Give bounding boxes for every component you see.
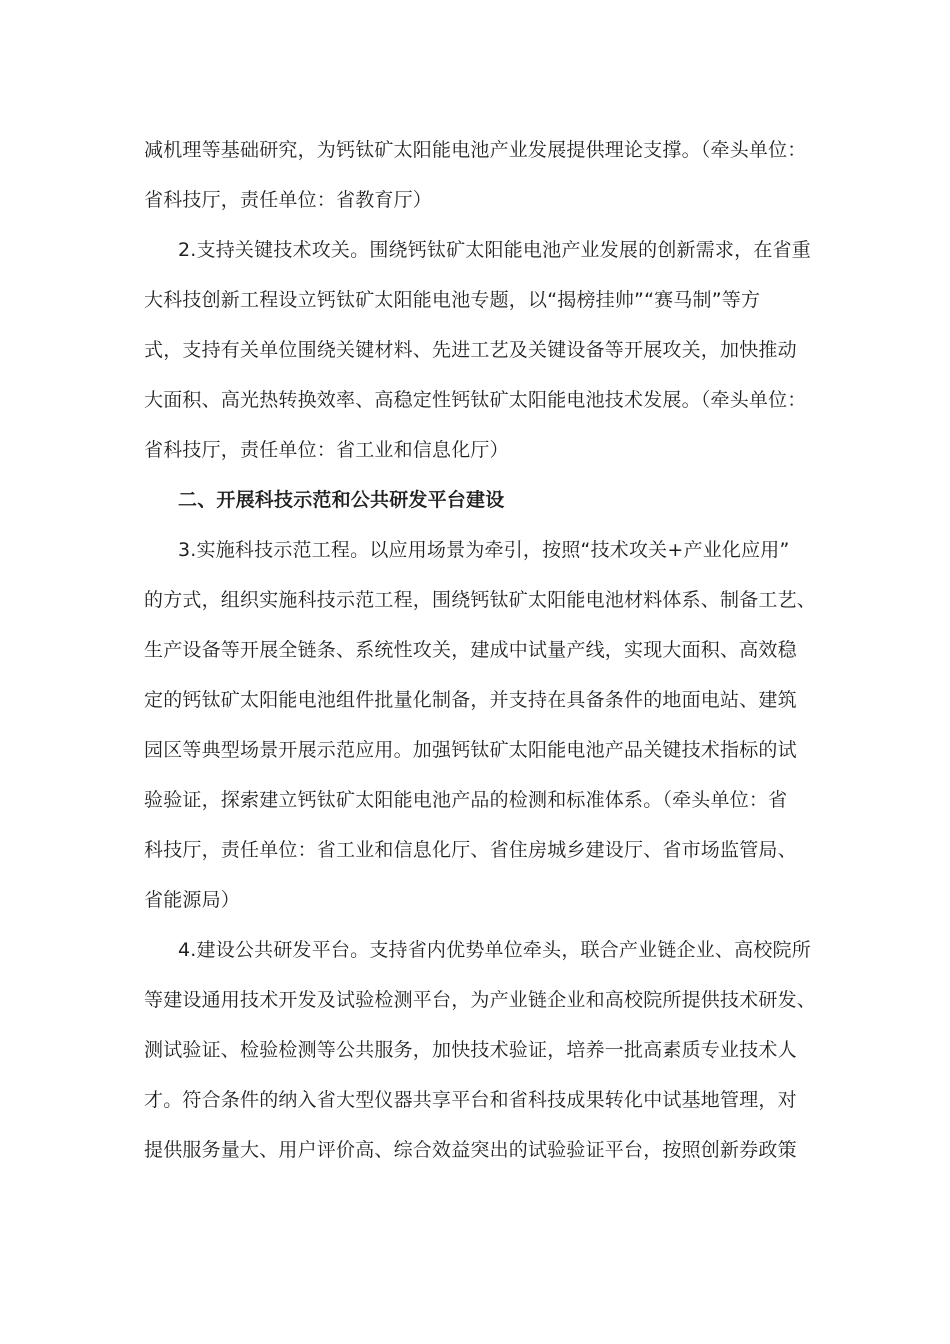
paragraph-3-line-8: 省能源局） (144, 889, 241, 911)
paragraph-4-line-1: 4.建设公共研发平台。支持省内优势单位牵头，联合产业链企业、高校院所 (178, 939, 811, 961)
paragraph-2-line-4: 大面积、高光热转换效率、高稳定性钙钛矿太阳能电池技术发展。（牵头单位： (144, 389, 807, 411)
paragraph-4-line-4: 才。符合条件的纳入省大型仪器共享平台和省科技成果转化中试基地管理，对 (144, 1089, 797, 1111)
section-heading: 二、开展科技示范和公共研发平台建设 (178, 489, 505, 511)
paragraph-3-line-4: 定的钙钛矿太阳能电池组件批量化制备，并支持在具备条件的地面电站、建筑 (144, 689, 797, 711)
paragraph-2-line-5: 省科技厅，责任单位：省工业和信息化厅） (144, 439, 509, 461)
paragraph-3-line-6: 验验证，探索建立钙钛矿太阳能电池产品的检测和标准体系。（牵头单位：省 (144, 789, 788, 811)
paragraph-1-line-2: 省科技厅，责任单位：省教育厅） (144, 189, 433, 211)
paragraph-3-line-1: 3.实施科技示范工程。以应用场景为牵引，按照“技术攻关+产业化应用” (178, 539, 790, 561)
paragraph-2-line-2: 大科技创新工程设立钙钛矿太阳能电池专题，以“揭榜挂帅”“赛马制”等方 (144, 289, 761, 311)
paragraph-2-line-1: 2.支持关键技术攻关。围绕钙钛矿太阳能电池产业发展的创新需求，在省重 (178, 239, 811, 261)
paragraph-1-line-1: 减机理等基础研究，为钙钛矿太阳能电池产业发展提供理论支撑。（牵头单位： (144, 139, 807, 161)
paragraph-3-line-7: 科技厅，责任单位：省工业和信息化厅、省住房城乡建设厅、省市场监管局、 (144, 839, 797, 861)
paragraph-4-line-5: 提供服务量大、用户评价高、综合效益突出的试验验证平台，按照创新券政策 (144, 1139, 797, 1161)
paragraph-4-line-2: 等建设通用技术开发及试验检测平台，为产业链企业和高校院所提供技术研发、 (144, 989, 817, 1011)
paragraph-4-line-3: 测试验证、检验检测等公共服务，加快技术验证，培养一批高素质专业技术人 (144, 1039, 797, 1061)
paragraph-3-line-5: 园区等典型场景开展示范应用。加强钙钛矿太阳能电池产品关键技术指标的试 (144, 739, 797, 761)
paragraph-3-line-2: 的方式，组织实施科技示范工程，围绕钙钛矿太阳能电池材料体系、制备工艺、 (144, 589, 817, 611)
paragraph-3-line-3: 生产设备等开展全链条、系统性攻关，建成中试量产线，实现大面积、高效稳 (144, 639, 797, 661)
paragraph-2-line-3: 式，支持有关单位围绕关键材料、先进工艺及关键设备等开展攻关，加快推动 (144, 339, 797, 361)
